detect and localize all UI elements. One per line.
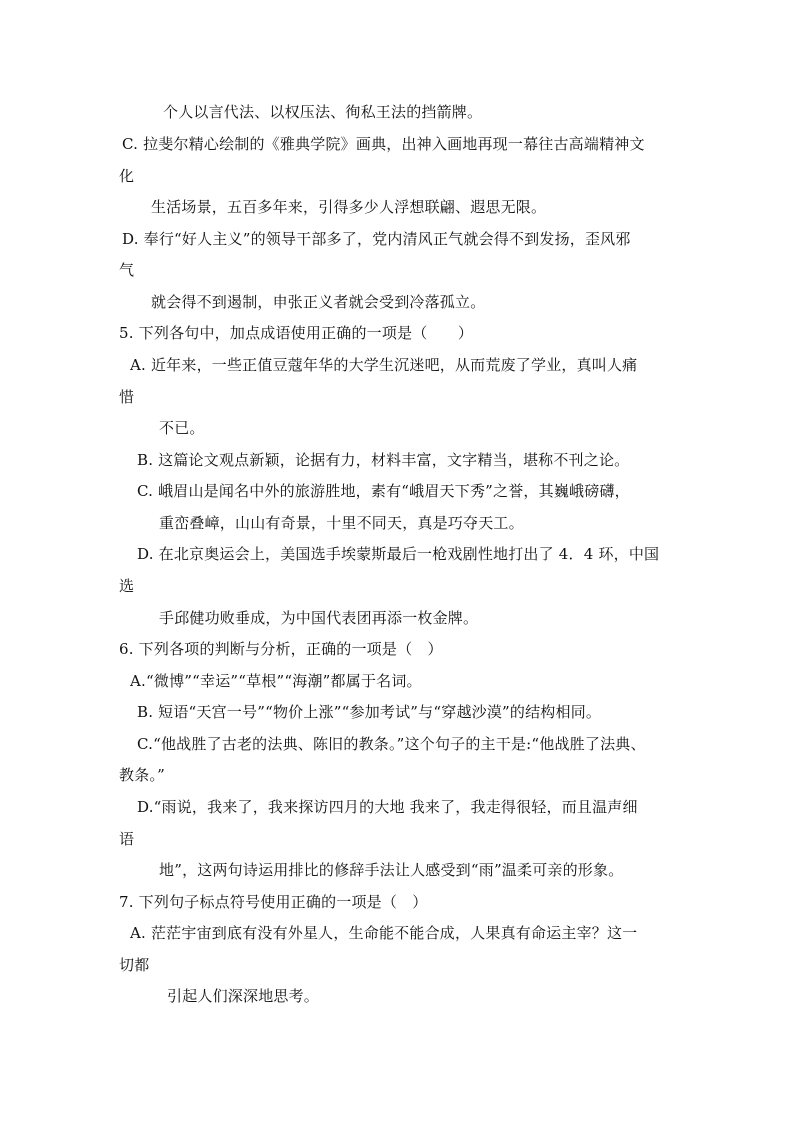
option-d-line: D. 奉行“好人主义”的领导干部多了，党内清风正气就会得不到发扬，歪风邪 xyxy=(122,230,631,248)
question-5-stem: 5. 下列各句中，加点成语使用正确的一项是（ ） xyxy=(119,324,474,342)
text-line: 生活场景，五百多年来，引得多少人浮想联翩、遐思无限。 xyxy=(151,198,547,216)
text-line: 化 xyxy=(119,167,135,185)
option-c-line: C. 拉斐尔精心绘制的《雅典学院》画典，出神入画地再现一幕往古高端精神文 xyxy=(122,135,645,153)
text-line: 切都 xyxy=(119,956,150,974)
text-line: 选 xyxy=(119,577,135,595)
text-line: 惜 xyxy=(119,388,135,406)
q6-option-a: A.“微博”“幸运”“草根”“海潮”都属于名词。 xyxy=(130,672,422,690)
text-line: 手邱健功败垂成，为中国代表团再添一枚金牌。 xyxy=(159,609,479,627)
question-7-stem: 7. 下列句子标点符号使用正确的一项是（ ） xyxy=(119,893,428,911)
q5-option-a: A. 近年来，一些正值豆蔻年华的大学生沉迷吧，从而荒废了学业，真叫人痛 xyxy=(130,356,638,374)
text-line: 语 xyxy=(119,830,135,848)
text-line: 就会得不到遏制，申张正义者就会受到冷落孤立。 xyxy=(151,293,486,311)
question-6-stem: 6. 下列各项的判断与分析，正确的一项是（ ） xyxy=(119,640,443,658)
q6-option-c: C.“他战胜了古老的法典、陈旧的教条。”这个句子的主干是:“他战胜了法典、 xyxy=(137,735,646,753)
text-line: 重峦叠嶂，山山有奇景，十里不同天，真是巧夺天工。 xyxy=(159,514,524,532)
q7-option-a: A. 茫茫宇宙到底有没有外星人，生命能不能合成，人果真有命运主宰？这一 xyxy=(130,924,638,942)
text-line: 教条。” xyxy=(119,766,165,784)
q6-option-d: D.“雨说，我来了，我来探访四月的大地 我来了，我走得很轻，而且温声细 xyxy=(137,798,638,816)
text-line: 不已。 xyxy=(159,419,205,437)
q6-option-b: B. 短语“天宫一号”“物价上涨”“参加考试”与“穿越沙漠”的结构相同。 xyxy=(137,703,602,721)
text-line: 地”，这两句诗运用排比的修辞手法让人感受到“雨”温柔可亲的形象。 xyxy=(159,861,624,879)
q5-option-d: D. 在北京奥运会上，美国选手埃蒙斯最后一枪戏剧性地打出了 4．4 环，中国 xyxy=(137,545,660,563)
q5-option-c: C. 峨眉山是闻名中外的旅游胜地，素有“峨眉天下秀”之誉，其巍峨磅礴， xyxy=(137,482,630,500)
q5-option-b: B. 这篇论文观点新颖，论据有力，材料丰富，文字精当，堪称不刊之论。 xyxy=(137,451,630,469)
text-line: 气 xyxy=(119,261,135,279)
text-line: 引起人们深深地思考。 xyxy=(167,987,320,1005)
text-line: 个人以言代法、以权压法、徇私王法的挡箭牌。 xyxy=(163,103,483,121)
